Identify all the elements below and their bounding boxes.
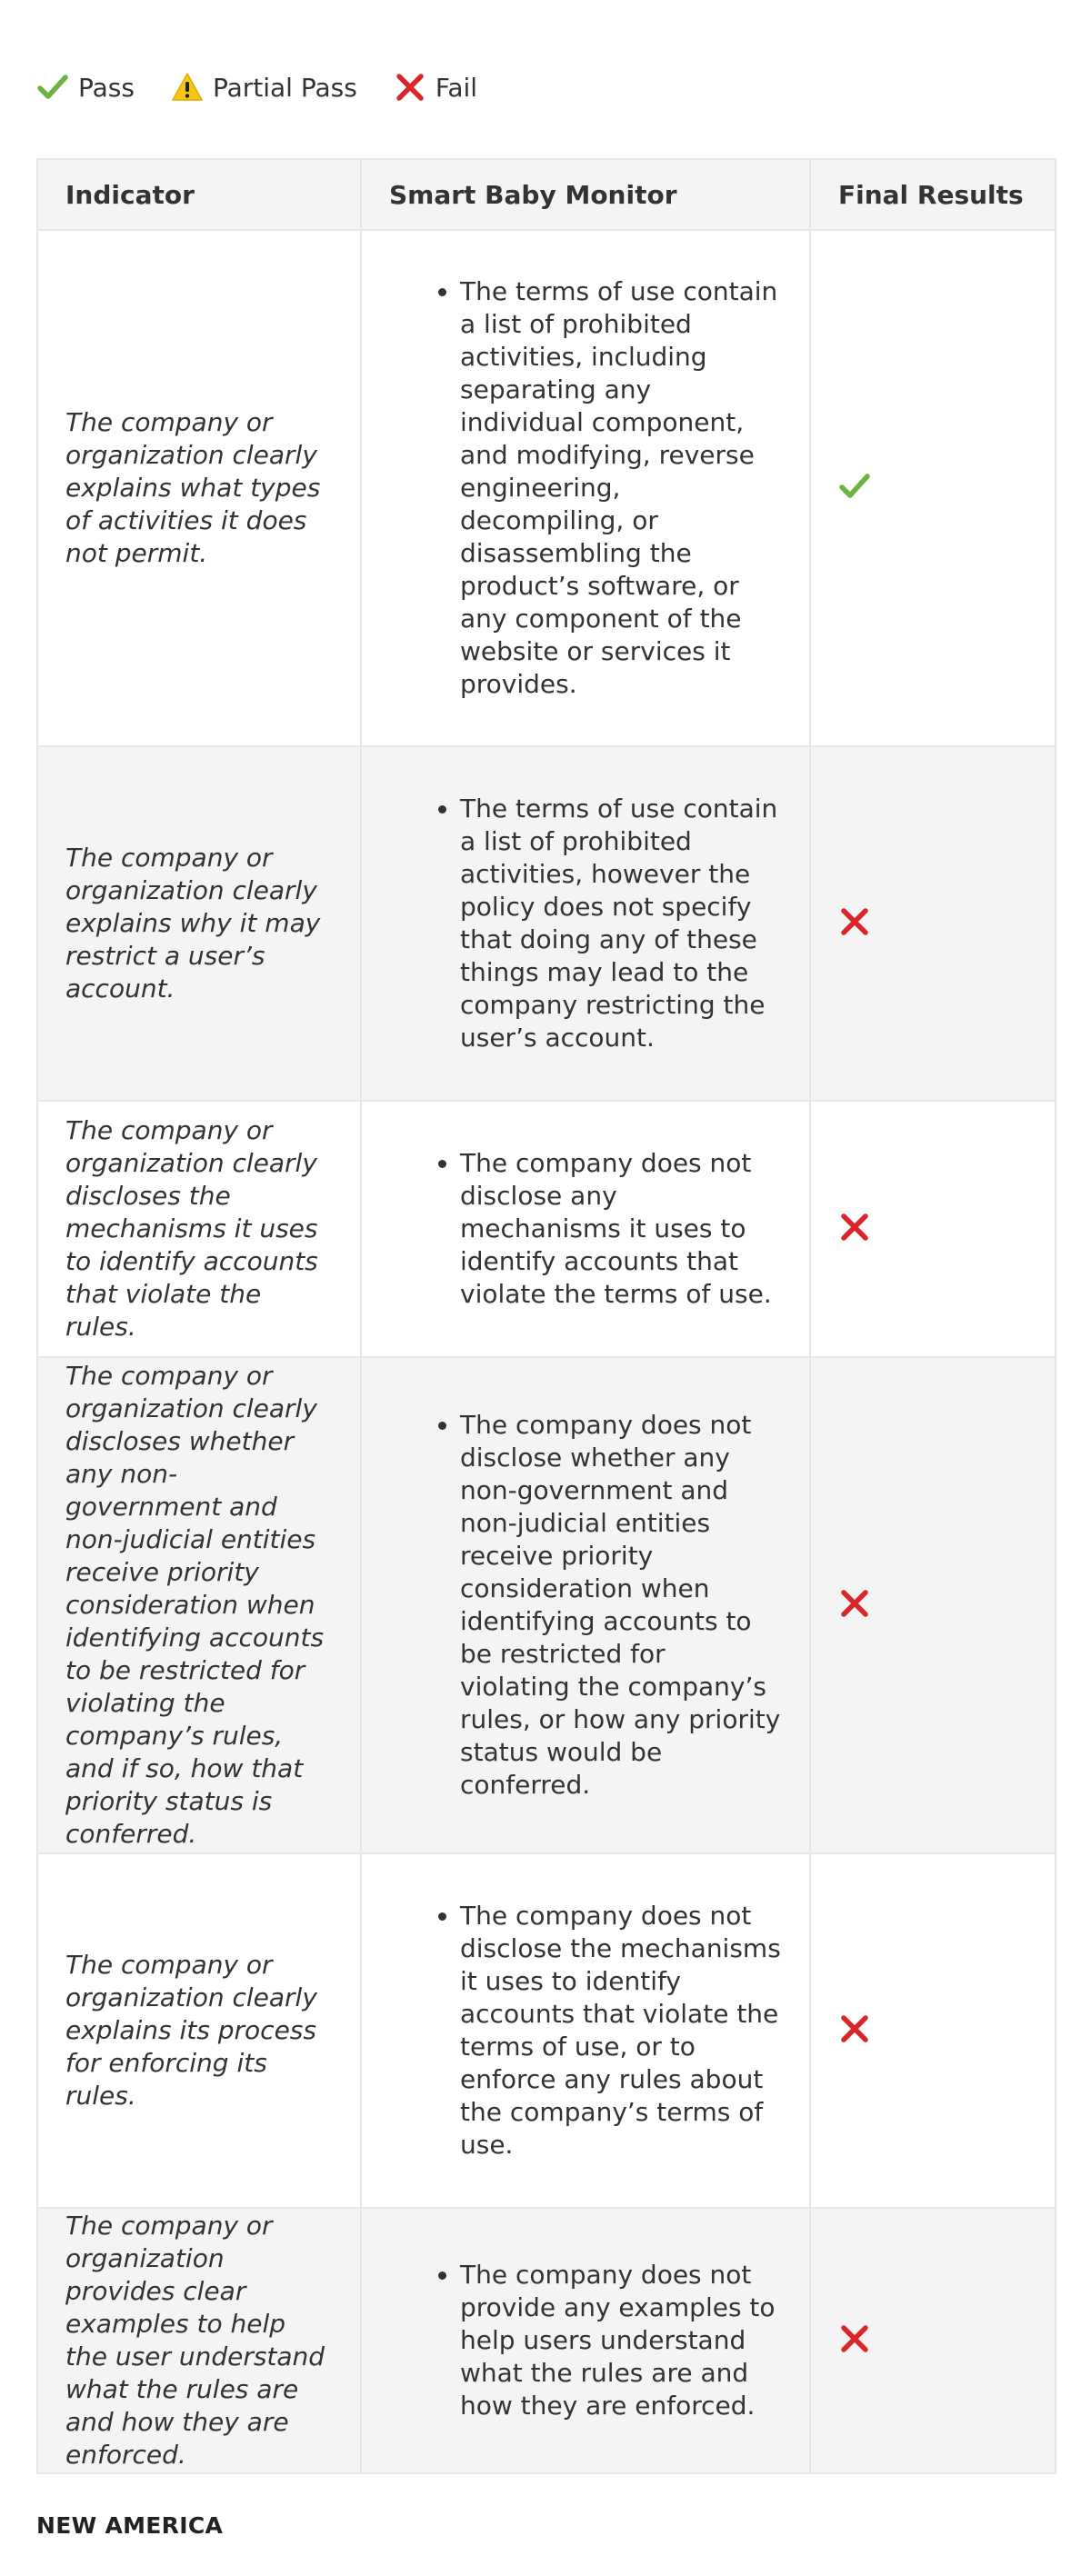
table-row: [37, 1853, 1056, 2208]
result-cell: [810, 230, 1056, 746]
detail-cell: [361, 2208, 810, 2473]
x-icon: [838, 905, 871, 938]
result-cell: [810, 1101, 1056, 1357]
detail-cell: [361, 746, 810, 1101]
detail-text: • The company does not disclose whether any non-government and non-judicial entities receive priority consideration when identifying accounts to be restricted for violating the company’s rules, or how any priority status would be conferred.: [460, 1409, 782, 1802]
detail-text: • The company does not disclose any mechanisms it uses to identify accounts that violate the terms of use.: [460, 1147, 782, 1311]
legend-fail-label: Fail: [435, 72, 478, 103]
x-icon: [838, 1587, 871, 1620]
legend-partial-label: Partial Pass: [212, 72, 357, 103]
detail-text: • The company does not disclose the mechanisms it uses to identify accounts that violate the terms of use, or to enforce any rules about the company’s terms of use.: [460, 1900, 782, 2162]
x-icon: [838, 2322, 871, 2355]
x-icon: [394, 71, 426, 104]
check-icon: [36, 71, 69, 104]
detail-cell: [361, 230, 810, 746]
x-icon: [838, 1211, 871, 1243]
x-icon: [838, 2012, 871, 2045]
indicator-cell: The company or organization clearly discloses the mechanisms it uses to identify accounts that violate the rules.: [37, 1101, 361, 1357]
results-table: [36, 158, 1056, 2474]
table-row: [37, 1357, 1056, 1853]
legend-partial-pass: [171, 71, 357, 104]
result-cell: [810, 1357, 1056, 1853]
legend: [36, 65, 514, 109]
table-row: [37, 746, 1056, 1101]
detail-text: • The terms of use contain a list of prohibited activities, however the policy does not specify that doing any of these things may lead to the company restricting the user’s account.: [460, 793, 782, 1054]
legend-pass: [36, 71, 135, 104]
check-icon: [838, 470, 871, 503]
table-header-row: [37, 159, 1056, 230]
result-cell: [810, 746, 1056, 1101]
detail-cell: [361, 1357, 810, 1853]
indicator-cell: The company or organization clearly explains why it may restrict a user’s account.: [37, 746, 361, 1101]
warning-icon: [171, 71, 204, 104]
table-row: [37, 2208, 1056, 2473]
detail-text: • The company does not provide any examples to help users understand what the rules are and how they are enforced.: [460, 2259, 782, 2422]
indicator-cell: The company or organization clearly explains what types of activities it does not permit.: [37, 230, 361, 746]
indicator-cell: The company or organization clearly discloses whether any non-government and non-judicial entities receive priority consideration when identifying accounts to be restricted for violating the company’s rules, and if so, how that priority status is conferred.: [37, 1357, 361, 1853]
indicator-cell: The company or organization clearly explains its process for enforcing its rules.: [37, 1853, 361, 2208]
detail-cell: [361, 1101, 810, 1357]
table-row: [37, 230, 1056, 746]
legend-pass-label: Pass: [78, 72, 135, 103]
header-result: Final Results: [810, 159, 1056, 230]
header-indicator: Indicator: [37, 159, 361, 230]
brand-logo: NEW AMERICA: [36, 2512, 224, 2539]
header-product: Smart Baby Monitor: [361, 159, 810, 230]
detail-cell: [361, 1853, 810, 2208]
legend-fail: [394, 71, 477, 104]
detail-text: • The terms of use contain a list of prohibited activities, including separating any individual component, and modifying, reverse engineering, decompiling, or disassembling the product’s software, or any component of the website or services it provides.: [460, 275, 782, 701]
result-cell: [810, 2208, 1056, 2473]
result-cell: [810, 1853, 1056, 2208]
table-row: [37, 1101, 1056, 1357]
indicator-cell: The company or organization provides clear examples to help the user understand what the rules are and how they are enforced.: [37, 2208, 361, 2473]
